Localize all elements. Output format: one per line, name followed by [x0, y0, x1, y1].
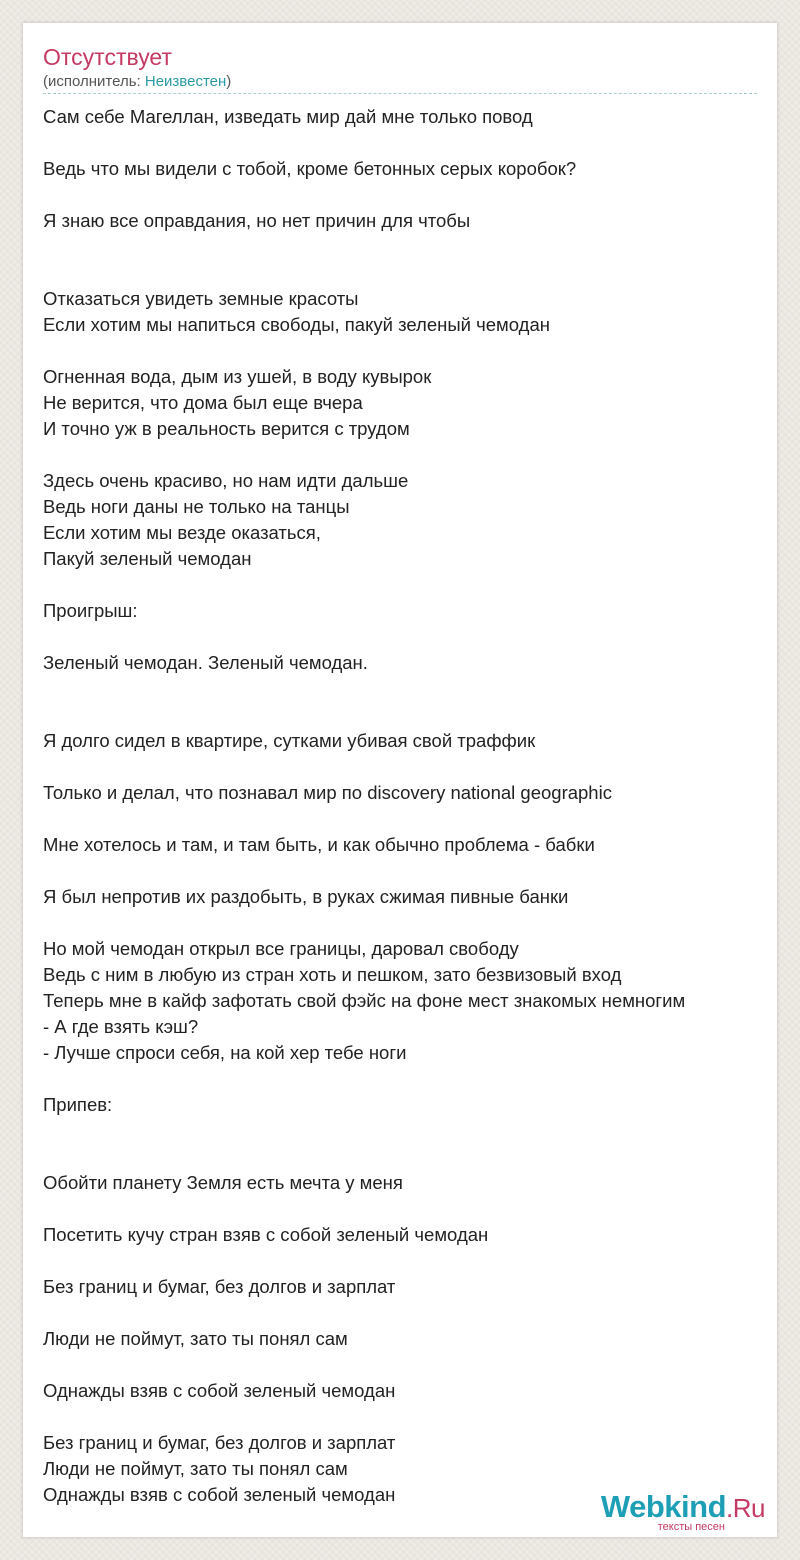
- site-logo[interactable]: [571, 1489, 771, 1535]
- lyric-line: Здесь очень красиво, но нам идти дальше: [43, 470, 409, 491]
- lyric-line: [43, 806, 759, 832]
- lyric-line: [43, 1118, 759, 1144]
- lyric-line: Обойти планету Земля есть мечта у меня: [43, 1172, 403, 1193]
- lyric-line: Припев:: [43, 1094, 113, 1115]
- lyric-line: [43, 234, 759, 260]
- lyric-line: [43, 1196, 759, 1222]
- song-title: Отсутствует: [43, 44, 172, 70]
- lyric-line: И точно уж в реальность верится с трудом: [43, 418, 410, 439]
- lyric-line: Без границ и бумаг, без долгов и зарплат: [43, 1432, 396, 1453]
- lyric-line: Я знаю все оправдания, но нет причин для чтобы: [43, 210, 471, 231]
- lyric-line: [43, 260, 759, 286]
- artist-line: [43, 73, 231, 91]
- lyric-line: Мне хотелось и там, и там быть, и как обычно проблема - бабки: [43, 834, 595, 855]
- lyric-line: Я долго сидел в квартире, сутками убивая свой траффик: [43, 730, 536, 751]
- logo-wordmark: Webkind: [600, 1489, 727, 1524]
- lyric-line: [43, 130, 759, 156]
- lyric-line: Только и делал, что познавал мир по discovery national geographic: [43, 782, 612, 803]
- lyric-line: [43, 442, 759, 468]
- lyric-line: [43, 1404, 759, 1430]
- lyric-line: [43, 754, 759, 780]
- lyric-line: [43, 624, 759, 650]
- lyric-line: Сам себе Магеллан, изведать мир дай мне только повод: [43, 106, 533, 127]
- lyric-line: Если хотим мы везде оказаться,: [43, 522, 321, 543]
- lyric-line: Люди не поймут, зато ты понял сам: [43, 1458, 348, 1479]
- lyric-line: Зеленый чемодан. Зеленый чемодан.: [43, 652, 368, 673]
- lyric-line: [43, 182, 759, 208]
- lyric-line: Однажды взяв с собой зеленый чемодан: [43, 1380, 396, 1401]
- logo-domain: .Ru: [726, 1493, 765, 1523]
- title-divider: [43, 93, 757, 94]
- lyric-line: [43, 338, 759, 364]
- lyric-line: Пакуй зеленый чемодан: [43, 548, 252, 569]
- artist-suffix: ): [226, 73, 232, 90]
- lyric-line: [43, 572, 759, 598]
- lyric-line: Ведь с ним в любую из стран хоть и пешком, зато безвизовый вход: [43, 964, 622, 985]
- lyric-line: Люди не поймут, зато ты понял сам: [43, 1328, 348, 1349]
- lyric-line: Я был непротив их раздобыть, в руках сжимая пивные банки: [43, 886, 569, 907]
- lyric-line: Ведь ноги даны не только на танцы: [43, 496, 350, 517]
- lyric-line: Теперь мне в кайф зафотать свой фэйс на фоне мест знакомых немногим: [43, 990, 686, 1011]
- lyric-line: Отказаться увидеть земные красоты: [43, 288, 359, 309]
- artist-link[interactable]: Неизвестен: [144, 73, 227, 90]
- lyric-line: [43, 1248, 759, 1274]
- lyric-line: Ведь что мы видели с тобой, кроме бетонных серых коробок?: [43, 158, 577, 179]
- lyric-line: [43, 910, 759, 936]
- lyric-line: [43, 1066, 759, 1092]
- lyric-line: Но мой чемодан открыл все границы, даровал свободу: [43, 938, 519, 959]
- lyric-line: Однажды взяв с собой зеленый чемодан: [43, 1484, 396, 1505]
- lyric-line: [43, 676, 759, 702]
- lyric-line: - Лучше спроси себя, на кой хер тебе ноги: [43, 1042, 407, 1063]
- lyric-line: Проигрыш:: [43, 600, 138, 621]
- lyric-line: - А где взять кэш?: [43, 1016, 199, 1037]
- lyrics-card: [22, 22, 778, 1538]
- lyric-line: [43, 702, 759, 728]
- lyric-line: Посетить кучу стран взяв с собой зеленый чемодан: [43, 1224, 489, 1245]
- lyric-line: [43, 858, 759, 884]
- lyric-line: [43, 1352, 759, 1378]
- lyric-line: Не верится, что дома был еще вчера: [43, 392, 363, 413]
- lyric-line: Если хотим мы напиться свободы, пакуй зеленый чемодан: [43, 314, 550, 335]
- lyric-line: Огненная вода, дым из ушей, в воду кувырок: [43, 366, 432, 387]
- lyric-line: [43, 1300, 759, 1326]
- lyric-line: [43, 1144, 759, 1170]
- lyric-line: Без границ и бумаг, без долгов и зарплат: [43, 1276, 396, 1297]
- artist-prefix: (исполнитель:: [43, 73, 145, 90]
- lyrics-body: [43, 104, 759, 1508]
- logo-tagline: тексты песен: [657, 1521, 725, 1533]
